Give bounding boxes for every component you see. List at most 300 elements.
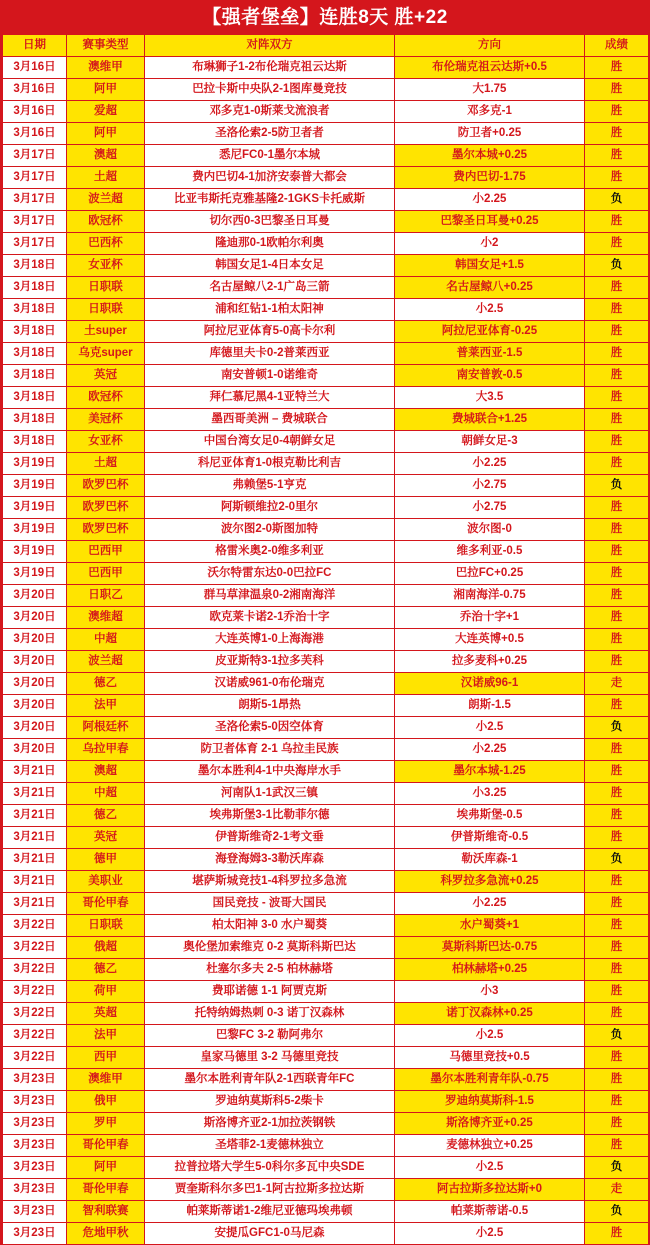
table-row [3, 849, 649, 871]
cell-match: 格雷米奥2-0维多利亚 [145, 541, 395, 563]
cell-result: 走 [585, 1179, 649, 1201]
cell-date: 3月19日 [3, 563, 67, 585]
cell-league: 德乙 [67, 805, 145, 827]
page-title: 【强者堡垒】连胜8天 胜+22 [202, 6, 448, 28]
cell-league: 澳维甲 [67, 1069, 145, 1091]
cell-match: 科尼亚体育1-0根克勒比利吉 [145, 453, 395, 475]
cell-league: 波兰超 [67, 651, 145, 673]
table-row [3, 365, 649, 387]
cell-pick: 阿拉尼亚体育-0.25 [395, 321, 585, 343]
cell-date: 3月18日 [3, 321, 67, 343]
cell-league: 美冠杯 [67, 409, 145, 431]
cell-result: 负 [585, 717, 649, 739]
table-row [3, 79, 649, 101]
cell-match: 国民竞技 - 波哥大国民 [145, 893, 395, 915]
table-row [3, 255, 649, 277]
cell-pick: 伊普斯维奇-0.5 [395, 827, 585, 849]
cell-result: 胜 [585, 167, 649, 189]
cell-pick: 南安普敦-0.5 [395, 365, 585, 387]
cell-result: 胜 [585, 893, 649, 915]
cell-result: 胜 [585, 981, 649, 1003]
table-row [3, 607, 649, 629]
cell-match: 巴拉卡斯中央队2-1图库曼竞技 [145, 79, 395, 101]
table-row [3, 497, 649, 519]
cell-date: 3月23日 [3, 1091, 67, 1113]
cell-league: 危地甲秋 [67, 1223, 145, 1245]
cell-match: 悉尼FC0-1墨尔本城 [145, 145, 395, 167]
cell-date: 3月18日 [3, 299, 67, 321]
table-row [3, 1091, 649, 1113]
cell-pick: 小2.5 [395, 1025, 585, 1047]
cell-result: 胜 [585, 277, 649, 299]
table-header [3, 35, 649, 57]
cell-result: 胜 [585, 739, 649, 761]
cell-league: 智利联赛 [67, 1201, 145, 1223]
cell-date: 3月23日 [3, 1157, 67, 1179]
table-row [3, 453, 649, 475]
cell-match: 费内巴切4-1加济安泰普大都会 [145, 167, 395, 189]
cell-pick: 小3.25 [395, 783, 585, 805]
cell-date: 3月20日 [3, 629, 67, 651]
cell-league: 美职业 [67, 871, 145, 893]
cell-result: 胜 [585, 695, 649, 717]
cell-league: 日职乙 [67, 585, 145, 607]
cell-pick: 汉诺威96-1 [395, 673, 585, 695]
cell-league: 阿根廷杯 [67, 717, 145, 739]
cell-league: 女亚杯 [67, 431, 145, 453]
cell-date: 3月17日 [3, 167, 67, 189]
cell-pick: 科罗拉多急流+0.25 [395, 871, 585, 893]
cell-pick: 墨尔本胜利青年队-0.75 [395, 1069, 585, 1091]
cell-date: 3月19日 [3, 453, 67, 475]
table-body [3, 57, 649, 1245]
cell-league: 英冠 [67, 365, 145, 387]
cell-result: 胜 [585, 871, 649, 893]
cell-result: 胜 [585, 1003, 649, 1025]
cell-pick: 小2.25 [395, 739, 585, 761]
cell-result: 胜 [585, 145, 649, 167]
cell-league: 欧罗巴杯 [67, 475, 145, 497]
cell-pick: 墨尔本城+0.25 [395, 145, 585, 167]
cell-league: 德甲 [67, 849, 145, 871]
table-row [3, 409, 649, 431]
cell-pick: 防卫者+0.25 [395, 123, 585, 145]
cell-match: 柏太阳神 3-0 水户蜀葵 [145, 915, 395, 937]
cell-pick: 布伦瑞克祖云达斯+0.5 [395, 57, 585, 79]
cell-pick: 大3.5 [395, 387, 585, 409]
cell-league: 欧冠杯 [67, 387, 145, 409]
cell-date: 3月16日 [3, 123, 67, 145]
cell-league: 女亚杯 [67, 255, 145, 277]
cell-match: 波尔图2-0斯图加特 [145, 519, 395, 541]
cell-result: 胜 [585, 365, 649, 387]
cell-result: 胜 [585, 123, 649, 145]
cell-pick: 小2.5 [395, 717, 585, 739]
cell-match: 比亚韦斯托克雅基隆2-1GKS卡托威斯 [145, 189, 395, 211]
cell-date: 3月17日 [3, 189, 67, 211]
cell-league: 乌克super [67, 343, 145, 365]
cell-date: 3月21日 [3, 761, 67, 783]
forecast-table [2, 34, 649, 1245]
cell-match: 堪萨斯城竞技1-4科罗拉多急流 [145, 871, 395, 893]
table-row [3, 1025, 649, 1047]
cell-date: 3月18日 [3, 277, 67, 299]
table-row [3, 915, 649, 937]
table-row [3, 1003, 649, 1025]
cell-date: 3月20日 [3, 717, 67, 739]
cell-pick: 韩国女足+1.5 [395, 255, 585, 277]
cell-pick: 勒沃库森-1 [395, 849, 585, 871]
table-row [3, 277, 649, 299]
cell-league: 哥伦甲春 [67, 893, 145, 915]
table-row [3, 1069, 649, 1091]
cell-match: 皇家马德里 3-2 马德里竞技 [145, 1047, 395, 1069]
table-row [3, 563, 649, 585]
column-header-pick: 方向 [395, 35, 585, 57]
cell-match: 费耶诺德 1-1 阿贾克斯 [145, 981, 395, 1003]
cell-result: 胜 [585, 101, 649, 123]
table-row [3, 717, 649, 739]
table-row [3, 167, 649, 189]
cell-pick: 小2.25 [395, 189, 585, 211]
cell-match: 阿拉尼亚体育5-0高卡尔利 [145, 321, 395, 343]
cell-league: 德乙 [67, 959, 145, 981]
cell-league: 阿甲 [67, 123, 145, 145]
cell-match: 罗迪纳莫斯科5-2柴卡 [145, 1091, 395, 1113]
cell-result: 负 [585, 1201, 649, 1223]
cell-date: 3月18日 [3, 255, 67, 277]
cell-date: 3月20日 [3, 695, 67, 717]
cell-date: 3月18日 [3, 365, 67, 387]
cell-result: 胜 [585, 409, 649, 431]
cell-date: 3月19日 [3, 541, 67, 563]
cell-pick: 费城联合+1.25 [395, 409, 585, 431]
cell-result: 胜 [585, 541, 649, 563]
cell-pick: 朝鲜女足-3 [395, 431, 585, 453]
cell-result: 胜 [585, 607, 649, 629]
cell-match: 中国台湾女足0-4朝鲜女足 [145, 431, 395, 453]
cell-date: 3月19日 [3, 497, 67, 519]
cell-league: 日职联 [67, 915, 145, 937]
cell-league: 日职联 [67, 299, 145, 321]
cell-league: 阿甲 [67, 79, 145, 101]
cell-league: 英超 [67, 1003, 145, 1025]
cell-result: 胜 [585, 1113, 649, 1135]
cell-match: 阿斯顿维拉2-0里尔 [145, 497, 395, 519]
cell-match: 沃尔特雷东达0-0巴拉FC [145, 563, 395, 585]
cell-league: 俄甲 [67, 1091, 145, 1113]
cell-league: 巴西甲 [67, 563, 145, 585]
cell-result: 胜 [585, 431, 649, 453]
cell-match: 防卫者体育 2-1 乌拉圭民族 [145, 739, 395, 761]
cell-result: 胜 [585, 233, 649, 255]
cell-pick: 小2.75 [395, 475, 585, 497]
table-row [3, 57, 649, 79]
cell-date: 3月18日 [3, 409, 67, 431]
cell-date: 3月22日 [3, 915, 67, 937]
column-header-match: 对阵双方 [145, 35, 395, 57]
column-header-league: 赛事类型 [67, 35, 145, 57]
cell-date: 3月22日 [3, 937, 67, 959]
cell-match: 安提瓜GFC1-0马尼森 [145, 1223, 395, 1245]
cell-date: 3月20日 [3, 651, 67, 673]
cell-league: 日职联 [67, 277, 145, 299]
cell-match: 托特纳姆热刺 0-3 诺丁汉森林 [145, 1003, 395, 1025]
cell-pick: 小2.5 [395, 299, 585, 321]
table-row [3, 739, 649, 761]
cell-date: 3月19日 [3, 475, 67, 497]
cell-league: 英冠 [67, 827, 145, 849]
cell-pick: 诺丁汉森林+0.25 [395, 1003, 585, 1025]
table-row [3, 1179, 649, 1201]
cell-result: 走 [585, 673, 649, 695]
cell-match: 墨尔本胜利青年队2-1西联青年FC [145, 1069, 395, 1091]
cell-match: 河南队1-1武汉三镇 [145, 783, 395, 805]
cell-date: 3月20日 [3, 607, 67, 629]
table-row [3, 893, 649, 915]
cell-pick: 维多利亚-0.5 [395, 541, 585, 563]
cell-date: 3月22日 [3, 981, 67, 1003]
table-row [3, 519, 649, 541]
cell-match: 奥伦堡加索维克 0-2 莫斯科斯巴达 [145, 937, 395, 959]
cell-result: 胜 [585, 937, 649, 959]
cell-date: 3月20日 [3, 673, 67, 695]
table-row [3, 1157, 649, 1179]
cell-pick: 邓多克-1 [395, 101, 585, 123]
cell-league: 法甲 [67, 1025, 145, 1047]
cell-league: 荷甲 [67, 981, 145, 1003]
table-row [3, 1223, 649, 1245]
cell-result: 胜 [585, 585, 649, 607]
cell-result: 胜 [585, 211, 649, 233]
cell-league: 土超 [67, 167, 145, 189]
cell-pick: 乔治十字+1 [395, 607, 585, 629]
cell-match: 圣塔菲2-1麦德林独立 [145, 1135, 395, 1157]
cell-result: 胜 [585, 563, 649, 585]
cell-result: 胜 [585, 1223, 649, 1245]
table-row [3, 1135, 649, 1157]
cell-pick: 水户蜀葵+1 [395, 915, 585, 937]
cell-league: 乌拉甲春 [67, 739, 145, 761]
cell-pick: 拉多麦科+0.25 [395, 651, 585, 673]
cell-pick: 名古屋鲸八+0.25 [395, 277, 585, 299]
cell-pick: 小2.5 [395, 1223, 585, 1245]
table-row [3, 233, 649, 255]
cell-league: 哥伦甲春 [67, 1179, 145, 1201]
cell-date: 3月23日 [3, 1179, 67, 1201]
cell-match: 帕莱斯蒂诺1-2维尼亚德玛埃弗顿 [145, 1201, 395, 1223]
table-row [3, 871, 649, 893]
cell-pick: 小2.25 [395, 453, 585, 475]
cell-match: 圣洛伦索5-0因空体育 [145, 717, 395, 739]
cell-match: 隆迪那0-1欧帕尔利奥 [145, 233, 395, 255]
cell-match: 拜仁慕尼黑4-1亚特兰大 [145, 387, 395, 409]
cell-date: 3月21日 [3, 827, 67, 849]
cell-result: 负 [585, 1025, 649, 1047]
cell-match: 布琳狮子1-2布伦瑞克祖云达斯 [145, 57, 395, 79]
cell-result: 负 [585, 1157, 649, 1179]
cell-result: 负 [585, 849, 649, 871]
cell-league: 德乙 [67, 673, 145, 695]
page-title-bar [0, 0, 650, 34]
cell-match: 韩国女足1-4日本女足 [145, 255, 395, 277]
table-row [3, 827, 649, 849]
cell-result: 胜 [585, 827, 649, 849]
cell-match: 名古屋鲸八2-1广岛三箭 [145, 277, 395, 299]
table-row [3, 211, 649, 233]
cell-match: 弗赖堡5-1亨克 [145, 475, 395, 497]
cell-league: 波兰超 [67, 189, 145, 211]
cell-match: 群马草津温泉0-2湘南海洋 [145, 585, 395, 607]
cell-result: 胜 [585, 299, 649, 321]
cell-result: 负 [585, 189, 649, 211]
cell-league: 哥伦甲春 [67, 1135, 145, 1157]
cell-league: 欧冠杯 [67, 211, 145, 233]
table-row [3, 189, 649, 211]
cell-league: 阿甲 [67, 1157, 145, 1179]
cell-result: 胜 [585, 1135, 649, 1157]
cell-pick: 斯洛博齐亚+0.25 [395, 1113, 585, 1135]
cell-result: 胜 [585, 79, 649, 101]
cell-league: 澳超 [67, 145, 145, 167]
cell-match: 海登海姆3-3勒沃库森 [145, 849, 395, 871]
cell-pick: 大1.75 [395, 79, 585, 101]
cell-league: 澳超 [67, 761, 145, 783]
table-row [3, 981, 649, 1003]
cell-date: 3月22日 [3, 1025, 67, 1047]
table-row [3, 123, 649, 145]
cell-pick: 小2.25 [395, 893, 585, 915]
cell-match: 斯洛博齐亚2-1加拉茨钢铁 [145, 1113, 395, 1135]
cell-pick: 小3 [395, 981, 585, 1003]
cell-result: 负 [585, 475, 649, 497]
cell-pick: 大连英博+0.5 [395, 629, 585, 651]
table-row [3, 651, 649, 673]
table-row [3, 299, 649, 321]
cell-match: 墨西哥美洲 – 费城联合 [145, 409, 395, 431]
cell-date: 3月16日 [3, 101, 67, 123]
table-row [3, 1047, 649, 1069]
cell-pick: 阿古拉斯多拉达斯+0 [395, 1179, 585, 1201]
cell-match: 贾奎斯科尔多巴1-1阿古拉斯多拉达斯 [145, 1179, 395, 1201]
cell-pick: 马德里竞技+0.5 [395, 1047, 585, 1069]
table-row [3, 585, 649, 607]
cell-result: 胜 [585, 343, 649, 365]
cell-result: 负 [585, 255, 649, 277]
cell-result: 胜 [585, 387, 649, 409]
table-row [3, 1113, 649, 1135]
table-row [3, 695, 649, 717]
table-row [3, 937, 649, 959]
cell-league: 巴西杯 [67, 233, 145, 255]
cell-result: 胜 [585, 1091, 649, 1113]
table-row [3, 431, 649, 453]
cell-match: 圣洛伦索2-5防卫者者 [145, 123, 395, 145]
cell-date: 3月17日 [3, 145, 67, 167]
table-row [3, 343, 649, 365]
cell-date: 3月21日 [3, 893, 67, 915]
cell-date: 3月22日 [3, 959, 67, 981]
cell-result: 胜 [585, 321, 649, 343]
cell-pick: 墨尔本城-1.25 [395, 761, 585, 783]
table-row [3, 629, 649, 651]
cell-pick: 罗迪纳莫斯科-1.5 [395, 1091, 585, 1113]
cell-match: 埃弗斯堡3-1比勒菲尔德 [145, 805, 395, 827]
cell-league: 巴西甲 [67, 541, 145, 563]
cell-result: 胜 [585, 761, 649, 783]
cell-pick: 小2.5 [395, 1157, 585, 1179]
table-row [3, 761, 649, 783]
cell-result: 胜 [585, 1069, 649, 1091]
cell-date: 3月20日 [3, 739, 67, 761]
cell-match: 墨尔本胜利4-1中央海岸水手 [145, 761, 395, 783]
cell-date: 3月18日 [3, 343, 67, 365]
table-row [3, 959, 649, 981]
cell-league: 罗甲 [67, 1113, 145, 1135]
cell-result: 胜 [585, 959, 649, 981]
cell-pick: 普莱西亚-1.5 [395, 343, 585, 365]
cell-date: 3月21日 [3, 805, 67, 827]
cell-date: 3月17日 [3, 211, 67, 233]
cell-league: 土super [67, 321, 145, 343]
cell-result: 胜 [585, 805, 649, 827]
cell-date: 3月23日 [3, 1223, 67, 1245]
cell-match: 浦和红钻1-1柏太阳神 [145, 299, 395, 321]
cell-pick: 波尔图-0 [395, 519, 585, 541]
cell-result: 胜 [585, 1047, 649, 1069]
cell-pick: 柏林赫塔+0.25 [395, 959, 585, 981]
cell-league: 欧罗巴杯 [67, 519, 145, 541]
cell-match: 欧克莱卡诺2-1乔治十字 [145, 607, 395, 629]
cell-league: 澳维超 [67, 607, 145, 629]
cell-pick: 朗斯-1.5 [395, 695, 585, 717]
cell-match: 杜塞尔多夫 2-5 柏林赫塔 [145, 959, 395, 981]
cell-date: 3月19日 [3, 519, 67, 541]
cell-pick: 巴黎圣日耳曼+0.25 [395, 211, 585, 233]
cell-pick: 小2.75 [395, 497, 585, 519]
cell-date: 3月23日 [3, 1113, 67, 1135]
cell-result: 胜 [585, 57, 649, 79]
cell-league: 法甲 [67, 695, 145, 717]
cell-match: 邓多克1-0斯莱戈流浪者 [145, 101, 395, 123]
cell-league: 中超 [67, 629, 145, 651]
cell-result: 胜 [585, 915, 649, 937]
cell-date: 3月17日 [3, 233, 67, 255]
cell-match: 伊普斯维奇2-1考文垂 [145, 827, 395, 849]
table-header-row [3, 35, 649, 57]
cell-league: 西甲 [67, 1047, 145, 1069]
cell-match: 皮亚斯特3-1拉多芙科 [145, 651, 395, 673]
cell-date: 3月22日 [3, 1003, 67, 1025]
cell-result: 胜 [585, 629, 649, 651]
cell-league: 爱超 [67, 101, 145, 123]
cell-league: 澳维甲 [67, 57, 145, 79]
cell-date: 3月23日 [3, 1069, 67, 1091]
cell-result: 胜 [585, 519, 649, 541]
cell-result: 胜 [585, 651, 649, 673]
cell-pick: 麦德林独立+0.25 [395, 1135, 585, 1157]
cell-pick: 小2 [395, 233, 585, 255]
cell-result: 胜 [585, 453, 649, 475]
cell-result: 胜 [585, 497, 649, 519]
cell-date: 3月21日 [3, 849, 67, 871]
cell-date: 3月20日 [3, 585, 67, 607]
cell-date: 3月21日 [3, 783, 67, 805]
column-header-date: 日期 [3, 35, 67, 57]
cell-date: 3月16日 [3, 79, 67, 101]
column-header-result: 成绩 [585, 35, 649, 57]
cell-league: 中超 [67, 783, 145, 805]
